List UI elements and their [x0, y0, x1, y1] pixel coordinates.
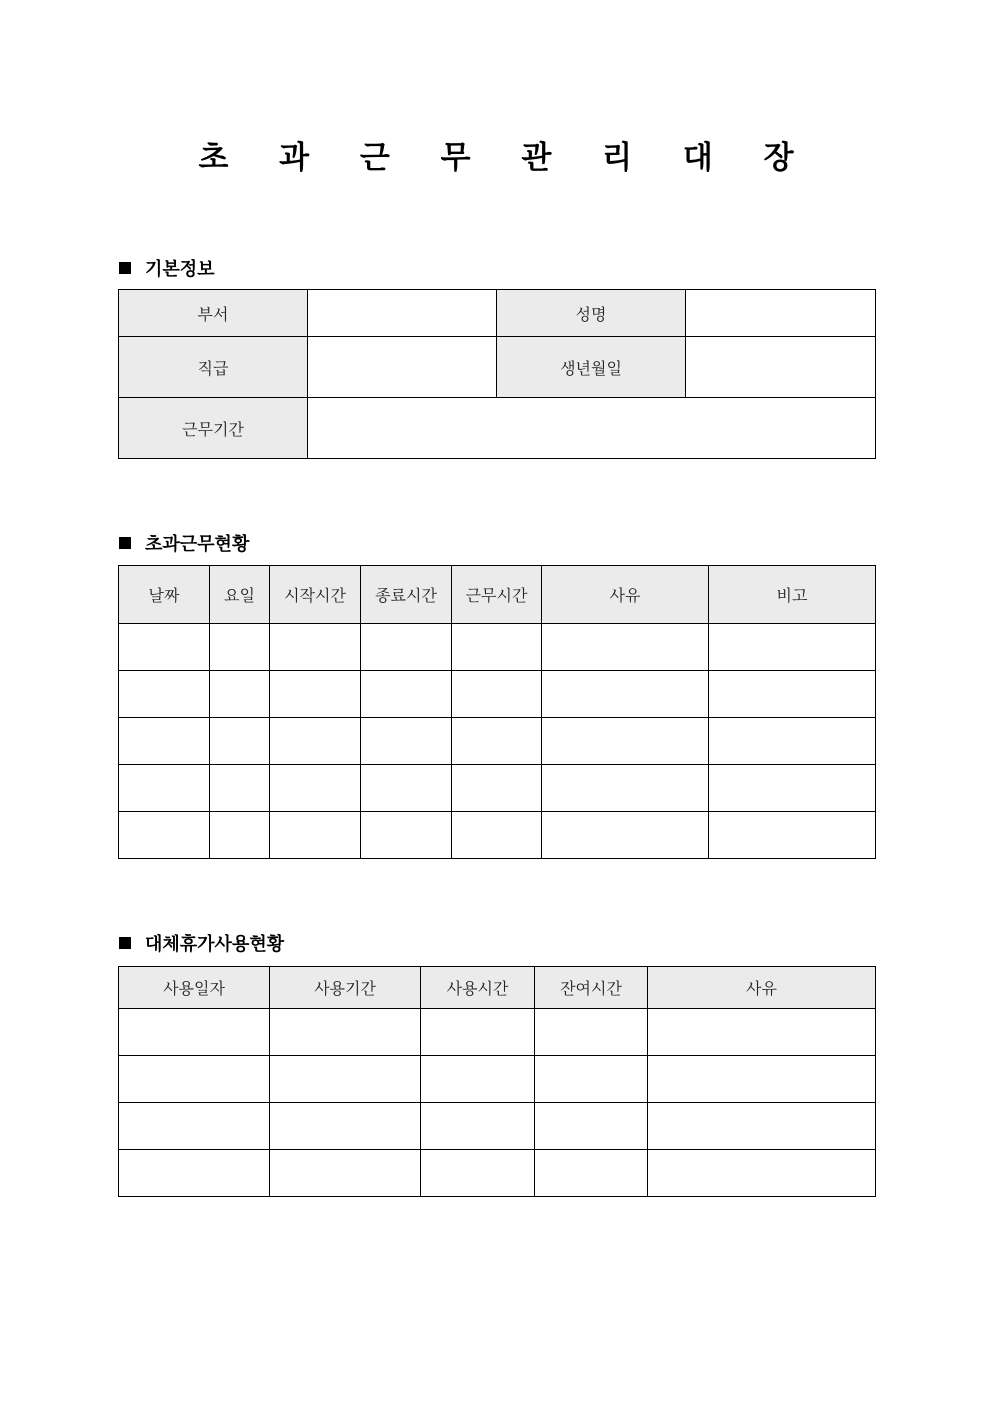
table-cell[interactable]	[210, 718, 270, 765]
table-row	[119, 1103, 876, 1150]
table-cell[interactable]	[452, 624, 542, 671]
substitute-leave-heading	[119, 930, 284, 956]
table-cell[interactable]	[119, 812, 210, 859]
table-cell[interactable]	[270, 624, 361, 671]
table-cell[interactable]	[270, 1009, 421, 1056]
col-header-end-time: 종료시간	[361, 566, 452, 624]
position-label: 직급	[119, 337, 308, 398]
table-cell[interactable]	[421, 1103, 535, 1150]
table-row	[119, 1056, 876, 1103]
col-header-date: 날짜	[119, 566, 210, 624]
table-cell[interactable]	[542, 765, 709, 812]
table-cell[interactable]	[119, 624, 210, 671]
col-header-reason: 사유	[542, 566, 709, 624]
work-period-label: 근무기간	[119, 398, 308, 459]
table-cell[interactable]	[119, 1150, 270, 1197]
table-cell[interactable]	[210, 765, 270, 812]
basic-info-heading	[119, 255, 215, 281]
table-cell[interactable]	[270, 718, 361, 765]
table-row	[119, 718, 876, 765]
basic-info-table	[118, 289, 876, 459]
table-cell[interactable]	[709, 812, 876, 859]
overtime-heading-text: 초과근무현황	[145, 534, 250, 555]
col-header-use-period: 사용기간	[270, 967, 421, 1009]
overtime-table	[118, 565, 876, 859]
table-cell[interactable]	[270, 812, 361, 859]
table-cell[interactable]	[648, 1103, 876, 1150]
position-field[interactable]	[308, 337, 497, 398]
col-header-weekday: 요일	[210, 566, 270, 624]
department-field[interactable]	[308, 290, 497, 337]
col-header-work-hours: 근무시간	[452, 566, 542, 624]
black-square-icon	[119, 937, 131, 949]
table-cell[interactable]	[709, 624, 876, 671]
name-field[interactable]	[686, 290, 876, 337]
table-cell[interactable]	[421, 1056, 535, 1103]
overtime-heading	[119, 530, 249, 556]
name-label: 성명	[497, 290, 686, 337]
table-cell[interactable]	[648, 1056, 876, 1103]
basic-info-heading-text: 기본정보	[145, 259, 215, 280]
table-row	[119, 765, 876, 812]
table-row	[119, 624, 876, 671]
table-cell[interactable]	[270, 1056, 421, 1103]
table-row	[119, 1009, 876, 1056]
table-cell[interactable]	[709, 765, 876, 812]
table-cell[interactable]	[709, 718, 876, 765]
col-header-remarks: 비고	[709, 566, 876, 624]
department-label: 부서	[119, 290, 308, 337]
col-header-start-time: 시작시간	[270, 566, 361, 624]
table-cell[interactable]	[119, 765, 210, 812]
table-row	[119, 812, 876, 859]
birthdate-field[interactable]	[686, 337, 876, 398]
black-square-icon	[119, 262, 131, 274]
table-cell[interactable]	[270, 1150, 421, 1197]
table-cell[interactable]	[648, 1150, 876, 1197]
birthdate-label: 생년월일	[497, 337, 686, 398]
table-cell[interactable]	[210, 812, 270, 859]
page-title: 초 과 근 무 관 리 대 장	[198, 140, 814, 176]
table-cell[interactable]	[542, 671, 709, 718]
table-cell[interactable]	[421, 1150, 535, 1197]
table-cell[interactable]	[270, 1103, 421, 1150]
table-cell[interactable]	[542, 812, 709, 859]
table-cell[interactable]	[452, 671, 542, 718]
col-header-remaining-hours: 잔여시간	[535, 967, 648, 1009]
table-cell[interactable]	[452, 812, 542, 859]
table-cell[interactable]	[119, 671, 210, 718]
table-cell[interactable]	[542, 718, 709, 765]
table-cell[interactable]	[210, 671, 270, 718]
table-row	[119, 671, 876, 718]
table-cell[interactable]	[361, 718, 452, 765]
black-square-icon	[119, 537, 131, 549]
table-cell[interactable]	[542, 624, 709, 671]
table-cell[interactable]	[119, 718, 210, 765]
table-cell[interactable]	[119, 1009, 270, 1056]
table-cell[interactable]	[119, 1056, 270, 1103]
table-cell[interactable]	[361, 624, 452, 671]
table-cell[interactable]	[535, 1150, 648, 1197]
table-cell[interactable]	[452, 765, 542, 812]
work-period-field[interactable]	[308, 398, 876, 459]
table-cell[interactable]	[535, 1103, 648, 1150]
table-cell[interactable]	[648, 1009, 876, 1056]
table-cell[interactable]	[361, 671, 452, 718]
table-cell[interactable]	[210, 624, 270, 671]
col-header-use-hours: 사용시간	[421, 967, 535, 1009]
col-header-reason: 사유	[648, 967, 876, 1009]
table-cell[interactable]	[452, 718, 542, 765]
table-cell[interactable]	[709, 671, 876, 718]
col-header-use-date: 사용일자	[119, 967, 270, 1009]
table-cell[interactable]	[119, 1103, 270, 1150]
table-cell[interactable]	[535, 1056, 648, 1103]
substitute-leave-heading-text: 대체휴가사용현황	[145, 934, 285, 955]
table-cell[interactable]	[361, 812, 452, 859]
substitute-leave-table	[118, 966, 876, 1197]
table-cell[interactable]	[535, 1009, 648, 1056]
table-cell[interactable]	[270, 671, 361, 718]
table-cell[interactable]	[270, 765, 361, 812]
table-cell[interactable]	[361, 765, 452, 812]
table-row	[119, 1150, 876, 1197]
table-cell[interactable]	[421, 1009, 535, 1056]
